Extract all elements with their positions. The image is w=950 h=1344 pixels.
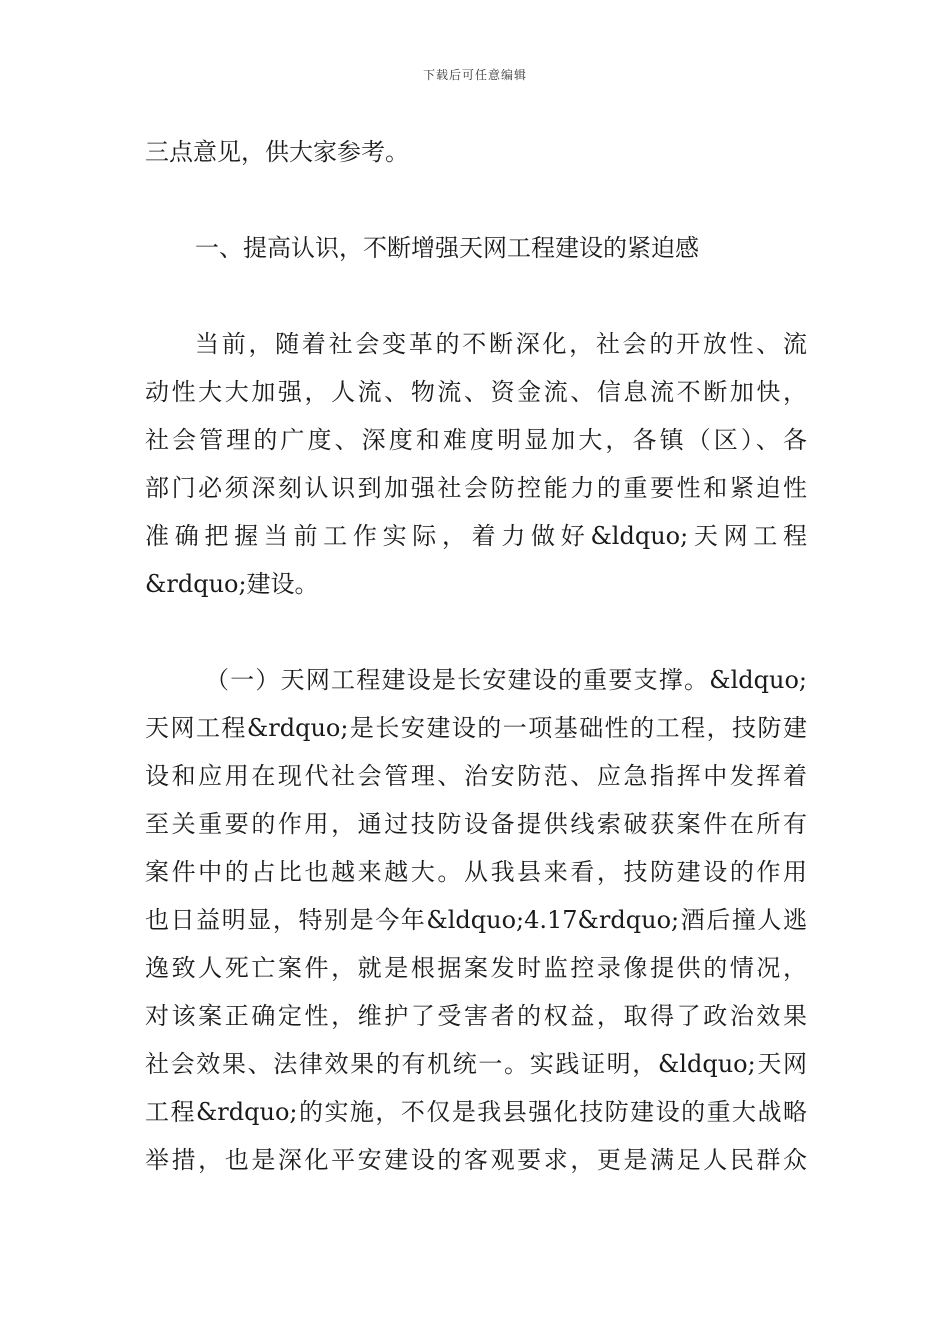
paragraph-line: 工程&rdquo;的实施，不仅是我县强化技防建设的重大战略 (145, 1098, 807, 1126)
paragraph-line: 部门必须深刻认识到加强社会防控能力的重要性和紧迫性 (145, 474, 807, 502)
paragraph-line: 设和应用在现代社会管理、治安防范、应急指挥中发挥着 (145, 762, 807, 790)
document-body (145, 128, 807, 1184)
paragraph-skynet-support (145, 656, 807, 1184)
paragraph-line: （一）天网工程建设是长安建设的重要支撑。&ldquo; (205, 666, 807, 694)
paragraph-line: 也日益明显，特别是今年&ldquo;4.17&rdquo;酒后撞人逃 (145, 906, 807, 934)
paragraph-current-situation (145, 320, 807, 608)
paragraph-line: 举措，也是深化平安建设的客观要求，更是满足人民群众 (145, 1146, 807, 1174)
paragraph-line: 案件中的占比也越来越大。从我县来看，技防建设的作用 (145, 858, 807, 886)
paragraph-gap (145, 608, 807, 656)
paragraph-line: &rdquo;建设。 (145, 570, 319, 598)
paragraph-line: 对该案正确定性，维护了受害者的权益，取得了政治效果 (145, 1002, 807, 1030)
paragraph-line: 当前，随着社会变革的不断深化，社会的开放性、流 (195, 330, 807, 358)
paragraph-line: 天网工程&rdquo;是长安建设的一项基础性的工程，技防建 (145, 714, 807, 742)
intro-line: 三点意见，供大家参考。 (145, 138, 409, 166)
page-header-note: 下载后可任意编辑 (422, 68, 527, 82)
paragraph-line: 社会管理的广度、深度和难度明显加大，各镇（区）、各 (145, 426, 807, 454)
paragraph-line: 逸致人死亡案件，就是根据案发时监控录像提供的情况， (145, 954, 807, 982)
paragraph-line: 准确把握当前工作实际，着力做好&ldquo;天网工程 (145, 522, 807, 550)
paragraph-line: 社会效果、法律效果的有机统一。实践证明，&ldquo;天网 (145, 1050, 807, 1078)
paragraph-line: 至关重要的作用，通过技防设备提供线索破获案件在所有 (145, 810, 807, 838)
paragraph-gap (145, 272, 807, 320)
paragraph-line: 动性大大加强，人流、物流、资金流、信息流不断加快， (145, 378, 807, 406)
paragraph-gap (145, 176, 807, 224)
section-heading: 一、提高认识，不断增强天网工程建设的紧迫感 (195, 234, 699, 262)
